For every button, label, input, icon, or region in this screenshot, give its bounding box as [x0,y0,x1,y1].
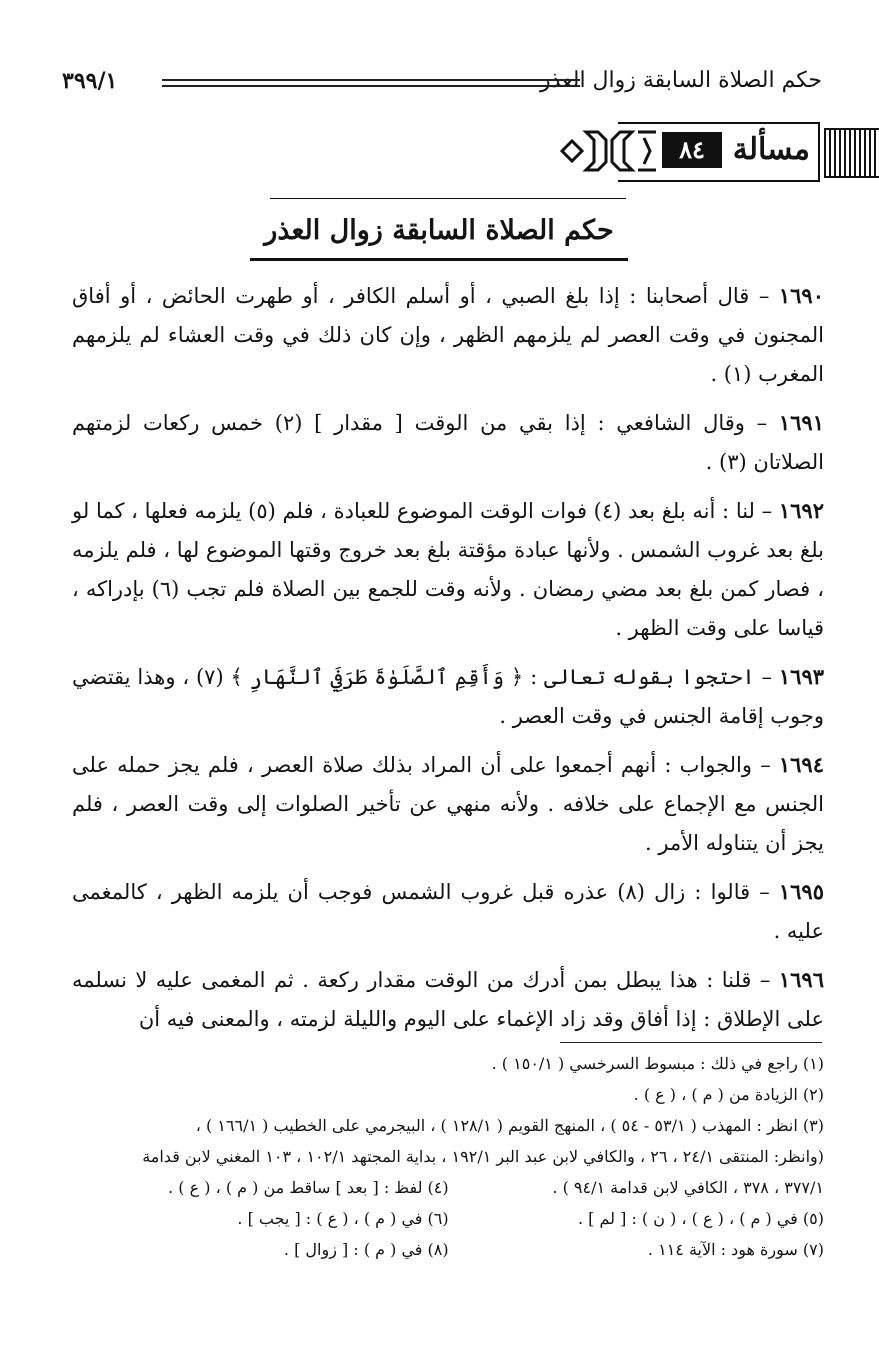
footnote-separator [560,1042,822,1043]
section-heading [250,206,628,261]
paragraph-number: ١٦٩٥ [778,879,824,904]
paragraph-text: وقال الشافعي : إذا بقي من الوقت [ مقدار ] (٢) خمس ركعات لزمتهم الصلاتان (٣) . [72,411,824,474]
footnote-1: (١) راجع في ذلك : مبسوط السرخسي ( ١٥٠/١ ) . [491,1054,824,1073]
running-header [62,66,822,100]
paragraph-number: ١٦٩٣ [778,664,825,689]
paragraph: ١٦٩٢ – لنا : أنه بلغ بعد (٤) فوات الوقت الموضوع للعبادة ، فلم (٥) يلزمه فعلها ، كما لو بلغ بعد غروب الشمس . ولأنها عبادة مؤقتة بلغ بعد خروج وقتها الموضوع لها ، فلم يلزمه ، فصار كمن بلغ بعد مضي رمضان . ولأنه وقت للجمع بين الصلاة فلم تجب (٦) بإدراكه ، قياسا على وقت الظهر . [72,498,824,640]
footnote-7: (٧) سورة هود : الآية ١١٤ . [647,1240,824,1259]
running-header-rule [162,79,580,87]
masala-number-badge: ٨٤ [662,132,722,168]
paragraph-text: والجواب : أنهم أجمعوا على أن المراد بذلك صلاة العصر ، فلم يجز حمله على الجنس مع الإجماع على خلافه . ولأنه منهي عن تأخير الصلوات إلى وقت العصر ، فلم يجز أن يتناوله الأمر . [72,753,824,855]
footnote-row [88,1203,824,1234]
footnote-6: (٦) في ( م ) ، ( ع ) : [ يجب ] . [237,1209,449,1228]
masala-banner [552,120,879,190]
heading-top-rule [270,198,626,199]
footnote-3-line-2: (وانظر: المنتقى ٢٤/١ ، ٢٦ ، والكافي لابن عبد البر ١٩٢/١ ، بداية المجتهد ١٠٢/١ ، ١٠٣ المغني لابن قدامة [142,1147,824,1166]
hatched-ornament [824,128,879,178]
paragraph-number: ١٦٩٦ [778,967,824,992]
paragraph-number: ١٦٩٤ [778,752,824,777]
paragraph: ١٦٩٣ – احتجوا بقوله تعالى : ﴿ وَأَقِمِ ٱلصَّلَوٰةَ طَرَفَيِ ٱلنَّهَارِ ﴾ (٧) ، وهذا يقتضي وجوب إقامة الجنس في وقت العصر . [72,664,825,728]
paragraph-number: ١٦٩٠ [778,283,824,308]
footnote-3-line-3: ٣٧٧/١ ، ٣٧٨ ، الكافي لابن قدامة ٩٤/١ ) . [552,1178,824,1197]
masala-label: مسألة [732,132,810,167]
page-number: ٣٩٩/١ [62,68,118,94]
paragraph-text: لنا : أنه بلغ بعد (٤) فوات الوقت الموضوع للعبادة ، فلم (٥) يلزمه فعلها ، كما لو بلغ بعد غروب الشمس . ولأنها عبادة مؤقتة بلغ بعد خروج وقتها الموضوع لها ، فلم يلزمه ، فصار كمن بلغ بعد مضي رمضان . ولأنه وقت للجمع بين الصلاة فلم تجب (٦) بإدراكه ، قياسا على وقت الظهر . [72,499,824,640]
paragraph: ١٦٩٦ – قلنا : هذا يبطل بمن أدرك من الوقت مقدار ركعة . ثم المغمى عليه لا نسلمه على الإطلاق : إذا أفاق وقد زاد الإغماء على اليوم والليلة لزمته ، والمعنى فيه أن [72,967,824,1031]
running-header-title: حكم الصلاة السابقة زوال العذر [539,68,822,93]
paragraph: ١٦٩٥ – قالوا : زال (٨) عذره قبل غروب الشمس فوجب أن يلزمه الظهر ، كالمغمى عليه . [72,879,824,943]
footnote-row [88,1234,824,1265]
paragraph-text: قالوا : زال (٨) عذره قبل غروب الشمس فوجب أن يلزمه الظهر ، كالمغمى عليه . [72,880,824,943]
paragraph-text: قلنا : هذا يبطل بمن أدرك من الوقت مقدار ركعة . ثم المغمى عليه لا نسلمه على الإطلاق : إذا أفاق وقد زاد الإغماء على اليوم والليلة لزمته ، والمعنى فيه أن [72,968,824,1031]
paragraph: ١٦٩١ – وقال الشافعي : إذا بقي من الوقت [ مقدار ] (٢) خمس ركعات لزمتهم الصلاتان (٣) . [72,410,824,474]
footnote-2: (٢) الزيادة من ( م ) ، ( ع ) . [633,1085,824,1104]
geometric-ornament-icon [552,124,662,178]
section-heading-text: حكم الصلاة السابقة زوال العذر [264,215,614,246]
paragraph-text: احتجوا بقوله تعالى : ﴿ وَأَقِمِ ٱلصَّلَوٰةَ طَرَفَيِ ٱلنَّهَارِ ﴾ (٧) ، وهذا يقتضي وجوب إقامة الجنس في وقت العصر . [72,665,824,728]
body-text [72,276,824,1048]
paragraph-number: ١٦٩١ [778,410,824,435]
paragraph-text: قال أصحابنا : إذا بلغ الصبي ، أو أسلم الكافر ، أو طهرت الحائض ، أو أفاق المجنون في وقت العصر لم يلزمهم الظهر ، وإن كان ذلك في وقت العشاء لم يلزمهم المغرب (١) . [72,284,824,386]
footnote-row [88,1172,824,1203]
footnotes [88,1048,824,1265]
footnote-4: (٤) لفظ : [ بعد ] ساقط من ( م ) ، ( ع ) . [168,1178,449,1197]
paragraph: ١٦٩٤ – والجواب : أنهم أجمعوا على أن المراد بذلك صلاة العصر ، فلم يجز حمله على الجنس مع الإجماع على خلافه . ولأنه منهي عن تأخير الصلوات إلى وقت العصر ، فلم يجز أن يتناوله الأمر . [72,752,824,855]
footnote-3-line-1: (٣) انظر : المهذب ( ٥٣/١ - ٥٤ ) ، المنهج القويم ( ١٢٨/١ ) ، البيجرمي على الخطيب ( ١٦٦/١ ) ، [195,1116,824,1135]
footnote-5: (٥) في ( م ) ، ( ع ) ، ( ن ) : [ لم ] . [578,1209,824,1228]
footnote-8: (٨) في ( م ) : [ زوال ] . [283,1240,449,1259]
paragraph: ١٦٩٠ – قال أصحابنا : إذا بلغ الصبي ، أو أسلم الكافر ، أو طهرت الحائض ، أو أفاق المجنون في وقت العصر لم يلزمهم الظهر ، وإن كان ذلك في وقت العشاء لم يلزمهم المغرب (١) . [72,283,824,386]
paragraph-number: ١٦٩٢ [778,498,824,523]
